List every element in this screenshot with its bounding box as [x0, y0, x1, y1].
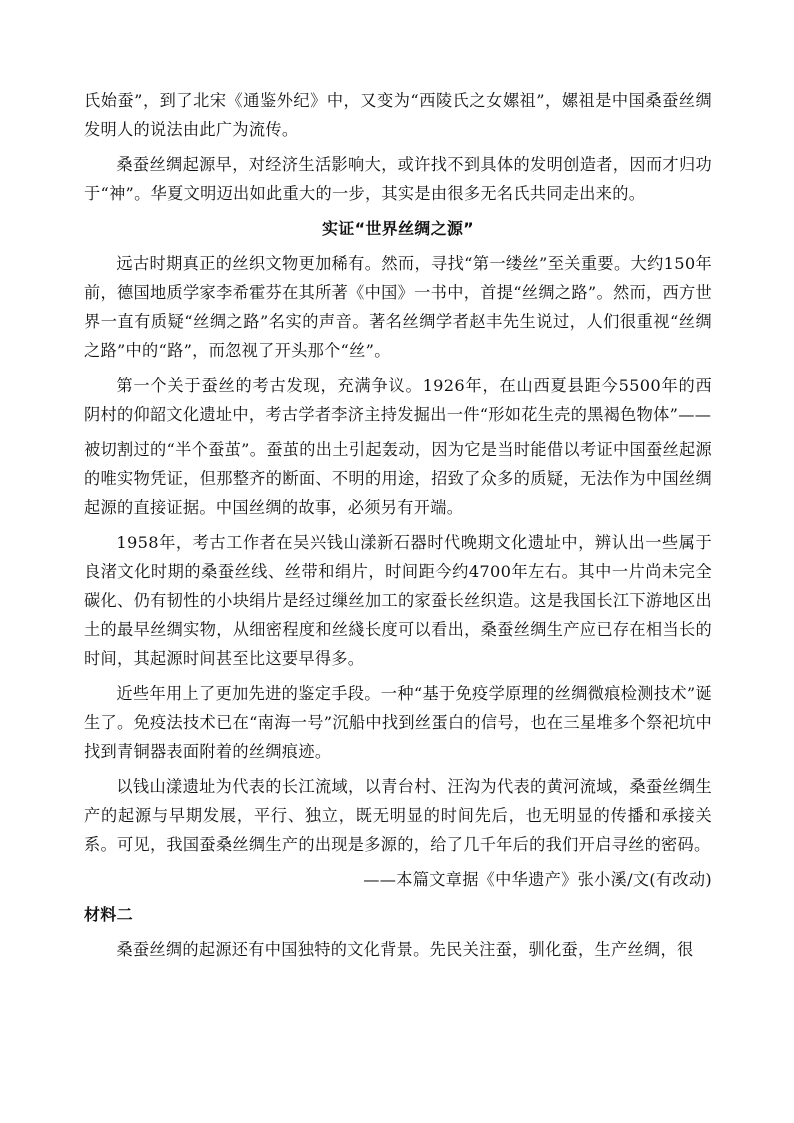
paragraph-intro-2: 桑蚕丝绸起源早，对经济生活影响大，或许找不到具体的发明创造者，因而才归功于“神”。华夏文明迈出如此重大的一步，其实是由很多无名氏共同走出来的。 [84, 155, 712, 203]
paragraph-section-5: 近些年用上了更加先进的鉴定手段。一种“基于免疫学原理的丝绸微痕检测技术”诞生了。免疫法技术已在“南海一号”沉船中找到丝蛋白的信号，也在三星堆多个祭祀坑中找到青铜器表面附着的丝绸痕迹。 [84, 684, 712, 761]
section-title: 实证“世界丝绸之源” [321, 219, 475, 238]
paragraph-intro-1: 氏始蚕”，到了北宋《通鉴外纪》中，又变为“西陵氏之女嫘祖”，嫘祖是中国桑蚕丝绸发明人的说法由此广为流传。 [84, 91, 712, 139]
document-page [84, 86, 712, 970]
source-citation: ——本篇文章据《中华遗产》张小溪/文(有改动) [363, 870, 712, 889]
paragraph-section-2: 第一个关于蚕丝的考古发现，充满争议。1926年，在山西夏县距今5500年的西阴村的仰韶文化遗址中，考古学者李济主持发掘出一件“形如花生壳的黑褐色物体”—— [84, 376, 712, 424]
paragraph-section-3: 被切割过的“半个蚕茧”。蚕茧的出土引起轰动，因为它是当时能借以考证中国蚕丝起源的唯实物凭证，但那整齐的断面、不明的用途，招致了众多的质疑，无法作为中国丝绸起源的直接证据。中国丝绸的故事，必须另有开端。 [84, 440, 712, 517]
paragraph-section-6: 以钱山漾遗址为代表的长江流域，以青台村、汪沟为代表的黄河流域，桑蚕丝绸生产的起源与早期发展，平行、独立，既无明显的时间先后，也无明显的传播和承接关系。可见，我国蚕桑丝绸生产的出现是多源的，给了几千年后的我们开启寻丝的密码。 [84, 777, 712, 854]
material-heading: 材料二 [84, 905, 133, 924]
paragraph-material-2: 桑蚕丝绸的起源还有中国独特的文化背景。先民关注蚕，驯化蚕，生产丝绸，很 [116, 940, 694, 959]
paragraph-section-4: 1958年，考古工作者在吴兴钱山漾新石器时代晚期文化遗址中，辨认出一些属于良渚文化时期的桑蚕丝线、丝带和绢片，时间距今约4700年左右。其中一片尚未完全碳化、仍有韧性的小块绢片是经过缫丝加工的家蚕长丝织造。这是我国长江下游地区出土的最早丝绸实物，从细密程度和丝綫长度可以看出，桑蚕丝绸生产应已存在相当长的时间，其起源时间甚至比这要早得多。 [84, 533, 712, 668]
paragraph-section-1: 远古时期真正的丝织文物更加稀有。然而，寻找“第一缕丝”至关重要。大约150年前，德国地质学家李希霍芬在其所著《中国》一书中，首提“丝绸之路”。然而，西方世界一直有质疑“丝绸之路”名实的声音。著名丝绸学者赵丰先生说过，人们很重视“丝绸之路”中的“路”，而忽视了开头那个“丝”。 [84, 254, 712, 360]
